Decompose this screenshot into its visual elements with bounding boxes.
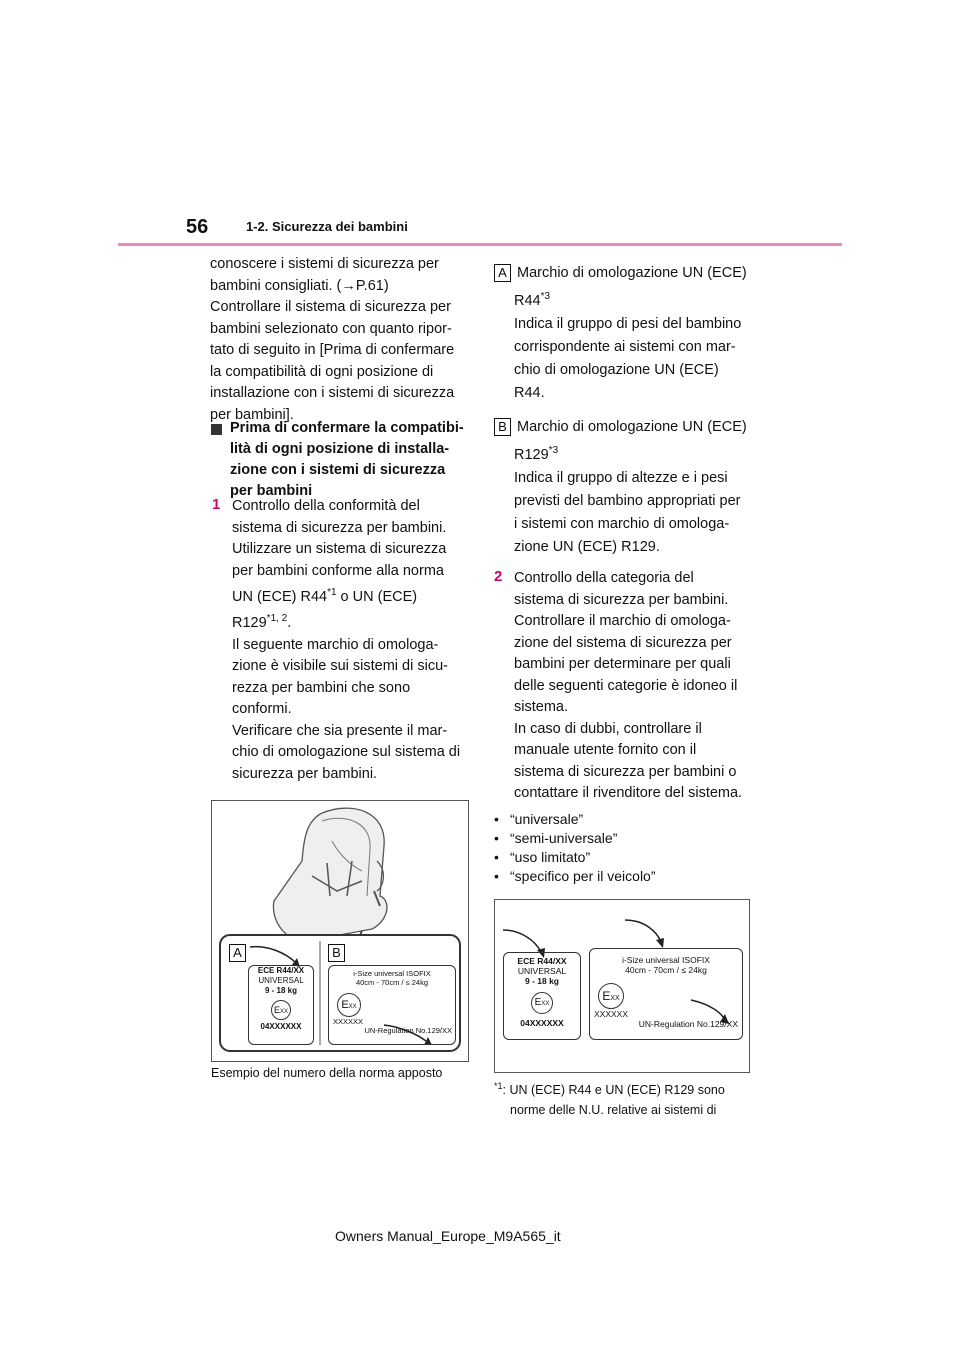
intro-line: bambini consigliati. (→P.61)	[210, 277, 389, 294]
norm-r129: R129	[232, 615, 267, 632]
un-regulation-text: UN-Regulation No.129/XX	[364, 1026, 452, 1035]
step-r129-line	[232, 608, 482, 634]
footnote-ref: *1, 2	[266, 613, 288, 625]
intro-line: per bambini].	[210, 406, 294, 423]
subheading-line: per bambini	[230, 483, 313, 499]
step-line: zione del sistema di sicurezza per	[514, 634, 732, 651]
intro-line: conoscere i sistemi di sicurezza per	[210, 256, 439, 272]
period: .	[287, 615, 292, 632]
step-line: In caso di dubbi, controllare il	[514, 720, 702, 737]
list-item: • “universale”	[494, 811, 584, 827]
isize-range: 40cm - 70cm / ≤ 24kg	[625, 965, 707, 975]
step-line: contattare il rivenditore del sistema.	[514, 785, 743, 801]
header-divider	[118, 243, 842, 246]
footnote-line: : UN (ECE) R44 e UN (ECE) R129 sono	[502, 1083, 725, 1098]
un-regulation-text: UN-Regulation No.129/XX	[638, 1019, 738, 1029]
item-b-line: previsti del bambino appropriati per	[514, 492, 741, 509]
item-a-title: Marchio di omologazione UN (ECE)	[517, 265, 747, 281]
list-item: • “semi-universale”	[494, 830, 618, 846]
intro-line: Controllare il sistema di sicurezza per	[210, 299, 451, 315]
universal-text: UNIVERSAL	[258, 976, 304, 985]
subheading-line: lità di ogni posizione di installa-	[230, 441, 450, 457]
xxxxxx-text: XXXXXX	[333, 1017, 364, 1026]
item-b	[494, 416, 764, 559]
approval-number: 04XXXXXX	[520, 1018, 564, 1028]
step-line: Utilizzare un sistema di sicurezza	[232, 541, 447, 557]
e-mark-icon: EXX	[598, 983, 624, 1009]
norm-r44: UN (ECE) R44	[232, 588, 328, 605]
step-line: sistema di sicurezza per bambini o	[514, 763, 737, 780]
step-line: sistema di sicurezza per bambini.	[232, 519, 447, 536]
ece-r44-text: ECE R44/XX	[517, 956, 567, 966]
intro-paragraph	[210, 254, 472, 426]
intro-line: tato di seguito in [Prima di confermare	[210, 342, 455, 358]
category-list	[494, 810, 656, 886]
xxxxxx-text: XXXXXX	[594, 1009, 629, 1019]
ece-r44-label	[503, 952, 581, 1040]
step-2-number: 2	[494, 568, 503, 585]
ece-r44-text: ECE R44/XX	[257, 966, 305, 975]
item-a	[494, 262, 764, 405]
ece-r44-label	[248, 965, 314, 1045]
item-b-r: R129$^{*3}$	[514, 445, 559, 463]
step-2-text	[514, 568, 764, 805]
footnote-ref: *1	[327, 587, 337, 598]
intro-line: la compatibilità di ogni posizione di	[210, 363, 434, 380]
step-line: per bambini conforme alla norma	[232, 562, 444, 579]
subheading-line: zione con i sistemi di sicurezza	[230, 462, 446, 478]
item-b-line: Indica il gruppo di altezze e i pesi	[514, 469, 728, 486]
universal-text: UNIVERSAL	[517, 966, 567, 976]
weight-text: 9 - 18 kg	[524, 976, 560, 986]
item-a-line: R44.	[514, 384, 545, 401]
footnote	[494, 1076, 764, 1120]
footnote-marker: *1	[494, 1081, 503, 1091]
intro-line: bambini selezionato con quanto ripor-	[210, 320, 452, 337]
isize-text: i-Size universal ISOFIX	[622, 955, 710, 965]
step-line: chio di omologazione sul sistema di	[232, 744, 461, 761]
step-line: rezza per bambini che sono	[232, 679, 411, 696]
item-a-line: chio di omologazione UN (ECE)	[514, 361, 719, 378]
item-b-line: i sistemi con marchio di omologa-	[514, 515, 730, 532]
footnote-line: norme delle N.U. relative ai sistemi di	[510, 1103, 717, 1118]
intro-line: installazione con i sistemi di sicurezza	[210, 385, 455, 401]
step-line: Controllo della categoria del	[514, 570, 694, 586]
step-norm-line	[232, 582, 482, 608]
figure-caption: Esempio del numero della norma apposto	[211, 1066, 443, 1080]
item-b-callout: B	[494, 418, 511, 436]
callout-b: B	[328, 944, 345, 962]
weight-text: 9 - 18 kg	[264, 986, 297, 995]
step-line: conformi.	[232, 701, 292, 718]
list-item: • “uso limitato”	[494, 849, 591, 865]
step-line: Controllare il marchio di omologa-	[514, 613, 731, 629]
ece-r129-label	[328, 965, 456, 1045]
list-item: • “specifico per il veicolo”	[494, 868, 656, 884]
step-line: Il seguente marchio di omologa-	[232, 636, 439, 653]
step-line: sistema di sicurezza per bambini.	[514, 591, 729, 608]
step-line: Verificare che sia presente il mar-	[232, 722, 448, 739]
isize-text: i-Size universal ISOFIX	[353, 969, 431, 978]
item-b-line: zione UN (ECE) R129.	[514, 538, 660, 555]
approval-label-figure-left	[211, 800, 469, 1062]
approval-number: 04XXXXXX	[260, 1022, 302, 1031]
callout-a: A	[229, 944, 246, 962]
e-mark-icon: EXX	[531, 992, 553, 1014]
footer-text: Owners Manual_Europe_M9A565_it	[335, 1228, 561, 1244]
item-a-line: corrispondente ai sistemi con mar-	[514, 338, 736, 355]
isize-range: 40cm - 70cm / ≤ 24kg	[355, 978, 429, 987]
subheading	[230, 418, 480, 502]
step-line: sistema.	[514, 699, 568, 715]
step-line: bambini per determinare per quali	[514, 656, 731, 672]
item-a-line: Indica il gruppo di pesi del bambino	[514, 315, 742, 332]
subheading-marker	[211, 424, 222, 435]
approval-label-figure-right	[494, 899, 750, 1073]
subheading-line: Prima di confermare la compatibi-	[230, 420, 464, 436]
step-1-text	[232, 496, 482, 785]
step-line: manuale utente fornito con il	[514, 742, 697, 758]
e-mark-icon: EXX	[271, 1000, 291, 1020]
step-1-number: 1	[212, 496, 221, 513]
e-mark-icon: EXX	[337, 993, 361, 1017]
item-a-r: R44$^{*3}$	[514, 291, 551, 309]
item-a-callout: A	[494, 264, 511, 282]
norm-r129-intro: o UN (ECE)	[336, 588, 418, 605]
section-title: 1-2. Sicurezza dei bambini	[246, 219, 408, 234]
step-line: Controllo della conformità del	[232, 498, 420, 514]
step-line: zione è visibile sui sistemi di sicu-	[232, 658, 448, 675]
item-b-title: Marchio di omologazione UN (ECE)	[517, 419, 747, 435]
ece-r129-label	[589, 948, 743, 1040]
step-line: delle seguenti categorie è idoneo il	[514, 677, 738, 694]
page-number: 56	[186, 216, 209, 238]
step-line: sicurezza per bambini.	[232, 765, 378, 782]
